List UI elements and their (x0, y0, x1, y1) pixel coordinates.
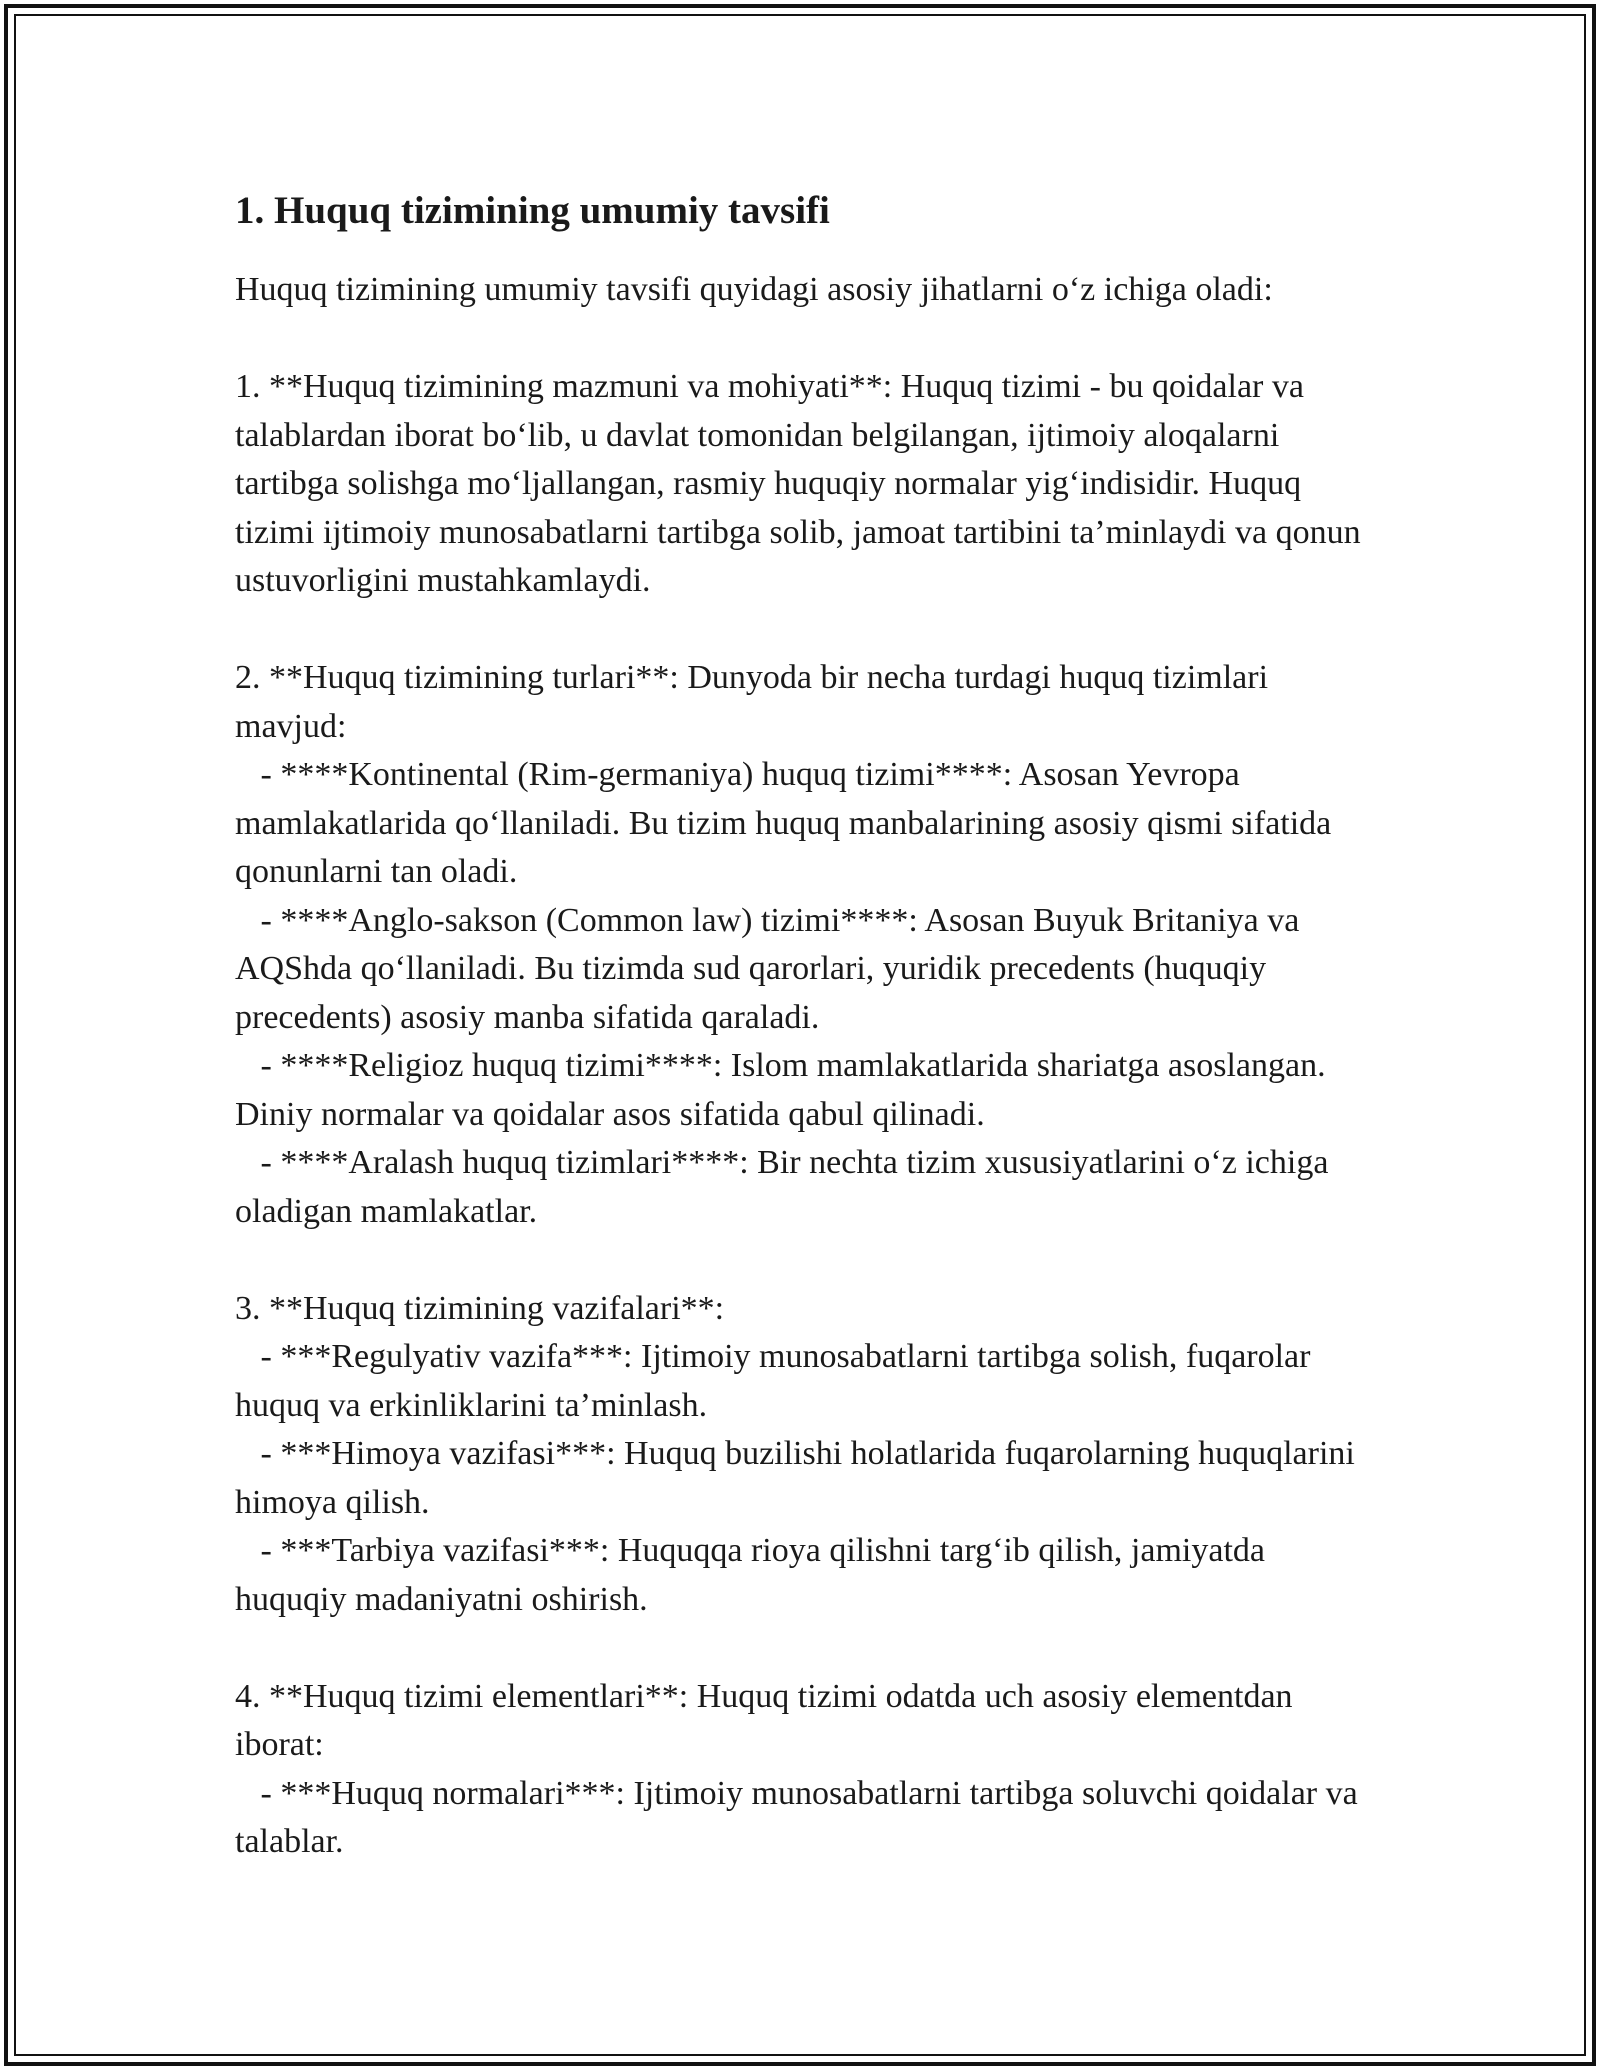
section-2-item: - ****Kontinental (Rim-germaniya) huquq tizimi****: Asosan Yevropa mamlakatlarida qo‘llaniladi. Bu tizim huquq manbalarining asosiy qismi sifatida qonunlarni tan oladi. (235, 756, 1340, 890)
section-1 (235, 363, 1375, 606)
section-1-lead: 1. **Huquq tizimining mazmuni va mohiyati**: Huquq tizimi - bu qoidalar va talablardan iborat bo‘lib, u davlat tomonidan belgilangan, ijtimoiy aloqalarni tartibga solishga mo‘ljallangan, rasmiy huquqiy normalar yig‘indisidir. Huquq tizimi ijtimoiy munosabatlarni tartibga solib, jamoat tartibini ta’minlaydi va qonun ustuvorligini mustahkamlaydi. (235, 368, 1361, 599)
intro-paragraph: Huquq tizimining umumiy tavsifi quyidagi asosiy jihatlarni o‘z ichiga oladi: (235, 271, 1273, 308)
section-3-item: - ***Tarbiya vazifasi***: Huquqqa rioya qilishni targ‘ib qilish, jamiyatda huquqiy madaniyatni oshirish. (235, 1532, 1274, 1618)
section-4-item: - ***Huquq normalari***: Ijtimoiy munosabatlarni tartibga soluvchi qoidalar va talablar. (235, 1774, 1367, 1860)
document-body (235, 185, 1375, 1867)
section-2-item: - ****Religioz huquq tizimi****: Islom mamlakatlarida shariatga asoslangan. Diniy normalar va qoidalar asos sifatida qabul qilinadi. (235, 1047, 1335, 1133)
page-title: 1. Huquq tizimining umumiy tavsifi (235, 189, 830, 232)
section-3-item: - ***Regulyativ vazifa***: Ijtimoiy munosabatlarni tartibga solish, fuqarolar huquq va erkinliklarini ta’minlash. (235, 1338, 1319, 1424)
section-3-item: - ***Himoya vazifasi***: Huquq buzilishi holatlarida fuqarolarning huquqlarini himoya qilish. (235, 1435, 1364, 1521)
section-3-lead: 3. **Huquq tizimining vazifalari**: (235, 1289, 725, 1327)
section-2-item: - ****Aralash huquq tizimlari****: Bir nechta tizim xususiyatlarini o‘z ichiga oladigan mamlakatlar. (235, 1144, 1337, 1230)
section-2 (235, 654, 1375, 1236)
section-2-item: - ****Anglo-sakson (Common law) tizimi****: Asosan Buyuk Britaniya va AQShda qo‘llaniladi. Bu tizimda sud qarorlari, yuridik precedents (huquqiy precedents) asosiy manba sifatida qaraladi. (235, 901, 1306, 1036)
section-4-lead: 4. **Huquq tizimi elementlari**: Huquq tizimi odatda uch asosiy elementdan iborat: (235, 1677, 1293, 1763)
section-3 (235, 1285, 1375, 1625)
section-2-lead: 2. **Huquq tizimining turlari**: Dunyoda bir necha turdagi huquq tizimlari mavjud: (235, 659, 1269, 745)
section-4 (235, 1673, 1375, 1867)
